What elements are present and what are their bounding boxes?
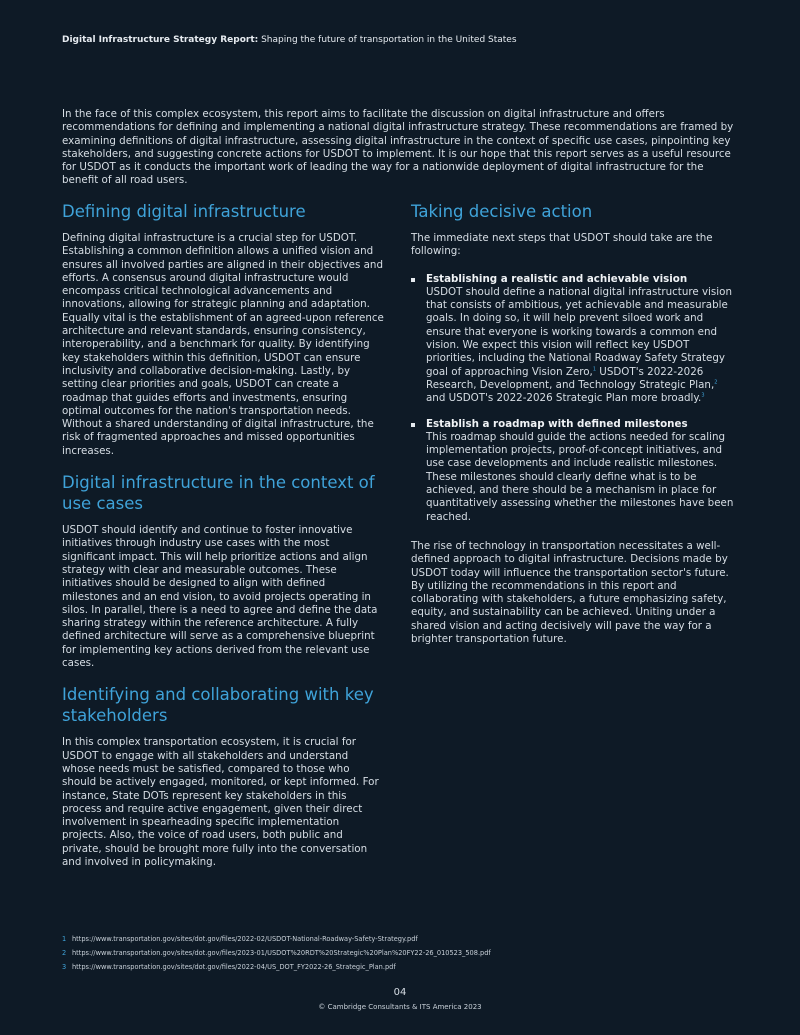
footnotes xyxy=(62,932,742,974)
report-subtitle: Shaping the future of transportation in the United States xyxy=(258,35,517,45)
footnote-ref-2[interactable]: 2 xyxy=(714,379,718,386)
left-column xyxy=(62,201,384,883)
list-item-text: This roadmap should guide the actions needed for scaling implementation projects, proof-of-concept initiatives, and use case developments and include realistic milestones. These milestones should clearly define what is to be achieved, and there should be a mechanism in place for quantitatively assessing whether the milestones have been reached. xyxy=(426,430,734,523)
list-item xyxy=(411,273,738,406)
footnote-number: 2 xyxy=(62,949,67,957)
copyright-notice: © Cambridge Consultants & ITS America 2023 xyxy=(318,1003,482,1011)
list-item-text-part: and USDOT's 2022-2026 Strategic Plan more broadly. xyxy=(426,392,702,405)
list-item-title: Establish a roadmap with defined milestones xyxy=(426,417,688,430)
footnote-link[interactable]: https://www.transportation.gov/sites/dot.gov/files/2022-02/USDOT-National-Roadway-Safety-Strategy.pdf xyxy=(72,935,418,943)
list-item-text xyxy=(426,286,738,406)
footnote-number: 3 xyxy=(62,963,67,971)
footnote-ref-1[interactable]: 1 xyxy=(592,366,597,373)
list-item-text-part: USDOT's 2022-2026 Research, Development, and Technology Strategic Plan, xyxy=(426,365,715,391)
section-heading-defining: Defining digital infrastructure xyxy=(62,202,306,221)
closing-paragraph: The rise of technology in transportation necessitates a well-defined approach to digital infrastructure. Decisions made by USDOT today will influence the transportation sector's future. By utilizing the recommendations in this report and collaborating with stakeholders, a future emphasizing safety, equity, and sustainability can be achieved. Uniting under a shared vision and acting decisively will pave the way for a brighter transportation future. xyxy=(411,539,729,646)
intro-paragraph: In the face of this complex ecosystem, this report aims to facilitate the discussion on digital infrastructure and offers recommendations for defining and implementing a national digital infrastructure strategy. These recommendations are framed by examining definitions of digital infrastructure, assessing digital infrastructure in the context of specific use cases, pinpointing key stakeholders, and suggesting concrete actions for USDOT to implement. It is our hope that this report serves as a useful resource for USDOT as it conducts the important work of leading the way for a nationwide deployment of digital infrastructure for the benefit of all road users. xyxy=(62,108,734,187)
footnote xyxy=(62,946,742,960)
footnote-number: 1 xyxy=(62,935,67,943)
section-body-stakeholders: In this complex transportation ecosystem, it is crucial for USDOT to engage with all stakeholders and understand whose needs must be satisfied, compared to those who should be actively engaged, monitored, or kept informed. For instance, State DOTs represent key stakeholders in this process and require active engagement, given their direct involvement in spearheading specific implementation projects. Also, the voice of road users, both public and private, should be brought more fully into the conversation and involved in policymaking. xyxy=(62,736,379,868)
footnote-link[interactable]: https://www.transportation.gov/sites/dot.gov/files/2023-01/USDOT%20RDT%20Strategic%20Plan%20FY22-26_010523_508.pdf xyxy=(72,949,491,957)
next-steps-list xyxy=(411,273,738,524)
footnote xyxy=(62,932,742,946)
decisive-action-lead: The immediate next steps that USDOT should take are the following: xyxy=(411,232,713,258)
section-heading-use-cases: Digital infrastructure in the context of use cases xyxy=(62,473,375,514)
report-header xyxy=(62,35,517,45)
list-item xyxy=(411,418,738,524)
page-number: 04 xyxy=(393,987,407,998)
section-body-defining: Defining digital infrastructure is a crucial step for USDOT. Establishing a common definition allows a unified vision and ensures all involved parties are aligned in their objectives and efforts. A consensus around digital infrastructure would encompass critical technological advancements and innovations, allowing for strategic planning and adaptation. Equally vital is the establishment of an agreed-upon reference architecture and relevant standards, ensuring consistency, interoperability, and a benchmark for quality. By identifying key stakeholders within this definition, USDOT can ensure inclusivity and collaborative decision-making. Lastly, by setting clear priorities and goals, USDOT can create a roadmap that guides efforts and investments, ensuring optimal outcomes for the nation's transportation needs. Without a shared understanding of digital infrastructure, the risk of fragmented approaches and missed opportunities increases. xyxy=(62,232,384,457)
report-title: Digital Infrastructure Strategy Report: xyxy=(62,35,259,45)
section-heading-stakeholders: Identifying and collaborating with key stakeholders xyxy=(62,685,374,726)
section-heading-decisive-action: Taking decisive action xyxy=(411,202,593,221)
footnote-link[interactable]: https://www.transportation.gov/sites/dot.gov/files/2022-04/US_DOT_FY2022-26_Strategic_Plan.pdf xyxy=(72,963,396,971)
right-column xyxy=(411,201,738,660)
list-item-title: Establishing a realistic and achievable vision xyxy=(426,272,688,285)
footnote-ref-3[interactable]: 3 xyxy=(701,392,705,399)
list-item-text-part: USDOT should define a national digital infrastructure vision that consists of ambitious, yet achievable and measurable goals. In doing so, it will help prevent siloed work and ensure that everyone is working towards a common end vision. We expect this vision will reflect key USDOT priorities, including the National Roadway Safety Strategy goal of approaching Vision Zero, xyxy=(426,285,732,378)
section-body-use-cases: USDOT should identify and continue to foster innovative initiatives through industry use cases with the most significant impact. This will help prioritize actions and align strategy with clear and measurable outcomes. These initiatives should be designed to align with defined milestones and an end vision, to avoid projects operating in silos. In parallel, there is a need to agree and define the data sharing strategy within the reference architecture. A fully defined architecture will serve as a comprehensive blueprint for implementing key actions derived from the relevant use cases. xyxy=(62,524,378,670)
footnote xyxy=(62,960,742,974)
